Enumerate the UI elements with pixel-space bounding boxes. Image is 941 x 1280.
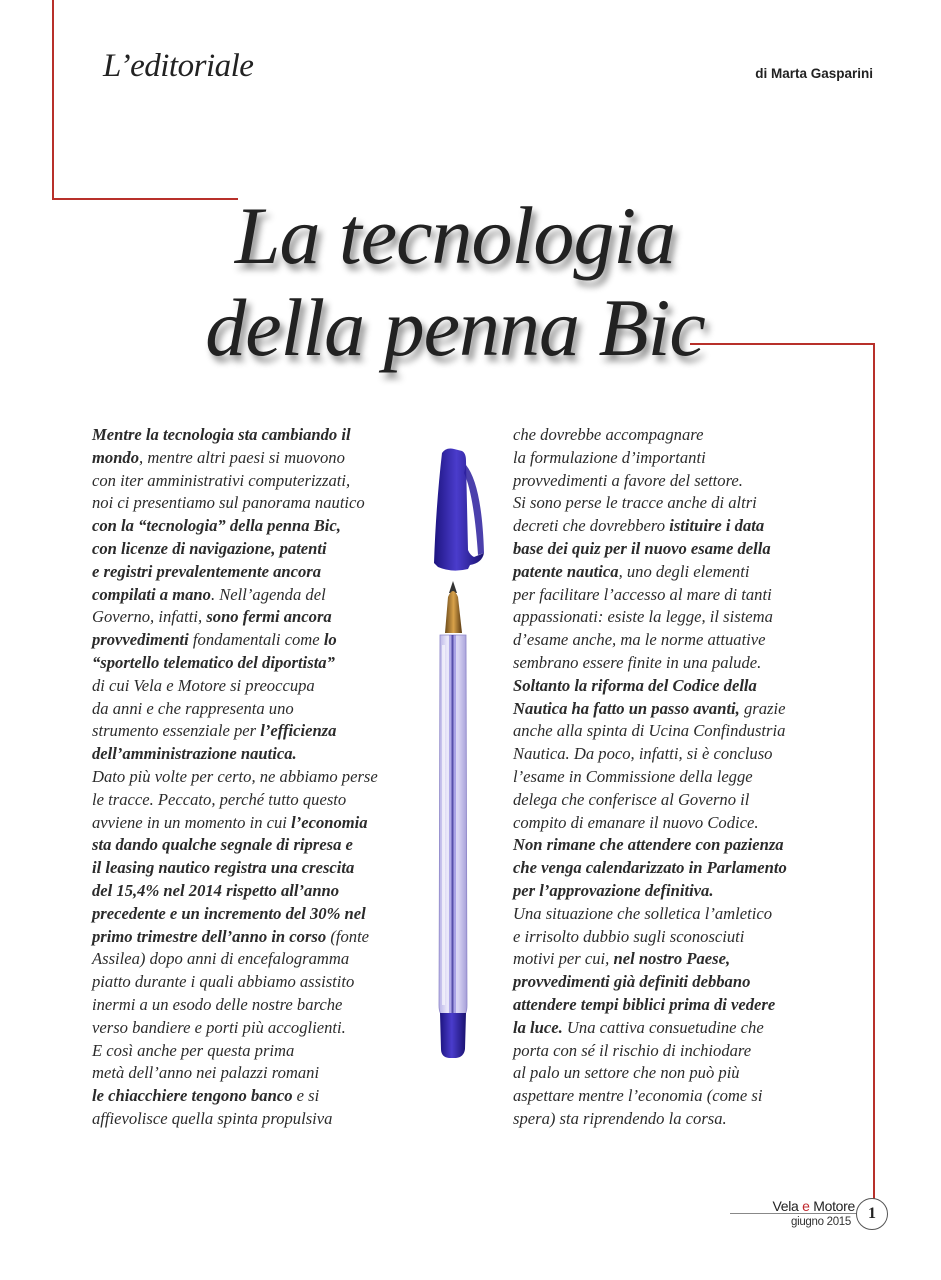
text: d’esame anche, ma le norme attuative <box>513 630 766 650</box>
bold-text: con la “tecnologia” della penna Bic, <box>92 516 341 536</box>
article-line <box>513 766 787 789</box>
bold-text: sta dando qualche segnale di ripresa e <box>92 835 353 855</box>
text: E così anche per questa prima <box>92 1040 295 1060</box>
text: aspettare mentre l’economia (come si <box>513 1086 763 1106</box>
bold-text: precedente e un incremento del 30% nel <box>92 903 366 923</box>
text: decreti che dovrebbero <box>513 516 670 536</box>
text: compito di emanare il nuovo Codice. <box>513 812 759 832</box>
bold-text: patente nautica <box>513 561 619 581</box>
article-line <box>92 1017 378 1040</box>
text: porta con sé il rischio di inchiodare <box>513 1040 752 1060</box>
text: (fonte <box>326 926 370 946</box>
article-line <box>92 1062 378 1085</box>
text: Governo, infatti, <box>92 607 207 627</box>
article-line <box>513 698 787 721</box>
text: grazie <box>739 698 786 718</box>
article-line <box>513 857 787 880</box>
text: , uno degli elementi <box>618 561 750 581</box>
article-line <box>92 834 378 857</box>
text: di cui Vela e Motore si preoccupa <box>92 675 315 695</box>
text: anche alla spinta di Ucina Confindustria <box>513 721 786 741</box>
page-number: 1 <box>856 1198 888 1230</box>
article-line <box>513 1085 787 1108</box>
text: con iter amministrativi computerizzati, <box>92 470 351 490</box>
article-line <box>92 561 378 584</box>
bold-text: provvedimenti già definiti debbano <box>513 972 751 992</box>
text: motivi per cui, <box>513 949 614 969</box>
text: verso bandiere e porti più accoglienti. <box>92 1017 346 1037</box>
bold-text: Mentre la tecnologia sta cambiando il <box>92 425 351 444</box>
article-line <box>92 812 378 835</box>
bold-text: mondo <box>92 447 140 467</box>
bold-text: “sportello telematico del diportista” <box>92 652 335 672</box>
article-line <box>92 720 378 743</box>
article-line <box>92 926 378 949</box>
bold-text: sono fermi ancora <box>206 607 332 627</box>
article-column-left <box>92 424 378 1131</box>
bold-text: e registri prevalentemente ancora <box>92 561 322 581</box>
article-line <box>92 675 378 698</box>
text: le tracce. Peccato, perché tutto questo <box>92 789 347 809</box>
article-line <box>513 538 787 561</box>
bold-text: le chiacchiere tengono banco <box>92 1086 293 1106</box>
text: appassionati: esiste la legge, il sistema <box>513 607 773 627</box>
article-line <box>513 606 787 629</box>
bold-text: lo <box>323 630 337 650</box>
article-line <box>513 971 787 994</box>
text: al palo un settore che non può più <box>513 1063 740 1083</box>
article-line <box>513 629 787 652</box>
bold-text: il leasing nautico registra una crescita <box>92 858 355 878</box>
article-line <box>513 1017 787 1040</box>
article-line <box>92 424 378 447</box>
article-line <box>92 584 378 607</box>
article-line <box>92 857 378 880</box>
text: affievolisce quella spinta propulsiva <box>92 1108 333 1128</box>
headline-line-1: La tecnologia <box>234 190 676 281</box>
bold-text: Soltanto la riforma del Codice della <box>513 675 757 695</box>
bold-text: che venga calendarizzato in Parlamento <box>513 858 787 878</box>
text: inermi a un esodo delle nostre barche <box>92 994 343 1014</box>
article-line <box>513 470 787 493</box>
section-title: L’editoriale <box>103 48 254 84</box>
bold-text: Non rimane che attendere con pazienza <box>513 835 784 855</box>
bold-text: per l’approvazione definitiva. <box>513 880 714 900</box>
bold-text: attendere tempi biblici prima di vedere <box>513 994 776 1014</box>
issue-date: giugno 2015 <box>790 1216 851 1228</box>
frame-line-top-left-vertical <box>52 0 54 200</box>
text: Assilea) dopo anni di encefalogramma <box>92 949 350 969</box>
bold-text: primo trimestre dell’anno in corso <box>92 926 327 946</box>
article-line <box>92 470 378 493</box>
bold-text: Nautica ha fatto un passo avanti, <box>513 698 740 718</box>
article-line <box>513 720 787 743</box>
article-line <box>513 424 787 447</box>
bold-text: nel nostro Paese, <box>613 949 731 969</box>
magazine-name-e: e <box>802 1198 810 1214</box>
article-line <box>92 652 378 675</box>
text: noi ci presentiamo sul panorama nautico <box>92 493 365 513</box>
article-line <box>513 1108 787 1131</box>
article-line <box>92 789 378 812</box>
bold-text: con licenze di navigazione, patenti <box>92 538 327 558</box>
article-line <box>513 1040 787 1063</box>
text: spera) sta riprendendo la corsa. <box>513 1108 727 1128</box>
text: Una cattiva consuetudine che <box>562 1017 764 1037</box>
magazine-name <box>772 1198 855 1214</box>
text: delega che conferisce al Governo il <box>513 789 750 809</box>
article-line <box>92 903 378 926</box>
text: provvedimenti a favore del settore. <box>513 470 743 490</box>
headline <box>200 190 710 374</box>
article-line <box>92 743 378 766</box>
bold-text: compilati a mano <box>92 584 211 604</box>
article-line <box>92 606 378 629</box>
text: per facilitare l’accesso al mare di tanti <box>513 584 772 604</box>
article-line <box>92 629 378 652</box>
article-line <box>513 447 787 470</box>
text: Una situazione che solletica l’amletico <box>513 903 772 923</box>
article-line <box>92 538 378 561</box>
text: fondamentali come <box>188 630 324 650</box>
article-line <box>92 948 378 971</box>
article-line <box>513 789 787 812</box>
article-line <box>92 971 378 994</box>
article-line <box>513 652 787 675</box>
bold-text: l’efficienza <box>260 721 337 741</box>
article-line <box>513 675 787 698</box>
article-line <box>513 994 787 1017</box>
text: Si sono perse le tracce anche di altri <box>513 493 757 513</box>
headline-line-2: della penna Bic <box>205 282 705 373</box>
text: , mentre altri paesi si muovono <box>139 447 345 467</box>
article-line <box>513 743 787 766</box>
article-line <box>513 926 787 949</box>
article-line <box>513 903 787 926</box>
text: e si <box>292 1086 320 1106</box>
text: sembrano essere finite in una palude. <box>513 652 762 672</box>
article-line <box>92 766 378 789</box>
article-line <box>513 812 787 835</box>
bold-text: la luce. <box>513 1017 563 1037</box>
article-line <box>513 515 787 538</box>
article-line <box>92 880 378 903</box>
article-column-right <box>513 424 787 1131</box>
bold-text: provvedimenti <box>92 630 189 650</box>
text: e irrisolto dubbio sugli sconosciuti <box>513 926 745 946</box>
article-line <box>92 698 378 721</box>
article-line <box>513 561 787 584</box>
bold-text: del 15,4% nel 2014 rispetto all’anno <box>92 880 340 900</box>
magazine-name-part-2: Motore <box>809 1198 855 1214</box>
frame-line-right-vertical <box>873 343 875 1200</box>
text: Nautica. Da poco, infatti, si è concluso <box>513 744 773 764</box>
article-line <box>92 447 378 470</box>
bold-text: dell’amministrazione nautica. <box>92 744 297 764</box>
article-line <box>92 994 378 1017</box>
text: avviene in un momento in cui <box>92 812 292 832</box>
text: da anni e che rappresenta uno <box>92 698 294 718</box>
text: . Nell’agenda del <box>210 584 326 604</box>
text: che dovrebbe accompagnare <box>513 425 704 444</box>
bold-text: l’economia <box>291 812 368 832</box>
article-line <box>513 948 787 971</box>
article-line <box>513 1062 787 1085</box>
text: Dato più volte per certo, ne abbiamo perse <box>92 766 378 786</box>
bic-pen-icon <box>412 445 507 1065</box>
article-line <box>92 492 378 515</box>
bold-text: base dei quiz per il nuovo esame della <box>513 538 771 558</box>
article-line <box>92 1040 378 1063</box>
text: piatto durante i quali abbiamo assistito <box>92 972 355 992</box>
text: la formulazione d’importanti <box>513 447 706 467</box>
article-line <box>92 1108 378 1131</box>
bold-text: istituire i data <box>669 516 765 536</box>
article-line <box>513 834 787 857</box>
article-line <box>513 880 787 903</box>
frame-line-right-horizontal <box>690 343 875 345</box>
text: l’esame in Commissione della legge <box>513 766 753 786</box>
article-line <box>92 515 378 538</box>
magazine-name-part-1: Vela <box>772 1198 803 1214</box>
article-line <box>513 584 787 607</box>
article-line <box>513 492 787 515</box>
article-line <box>92 1085 378 1108</box>
text: metà dell’anno nei palazzi romani <box>92 1063 320 1083</box>
author-byline: di Marta Gasparini <box>755 66 873 81</box>
text: strumento essenziale per <box>92 721 261 741</box>
